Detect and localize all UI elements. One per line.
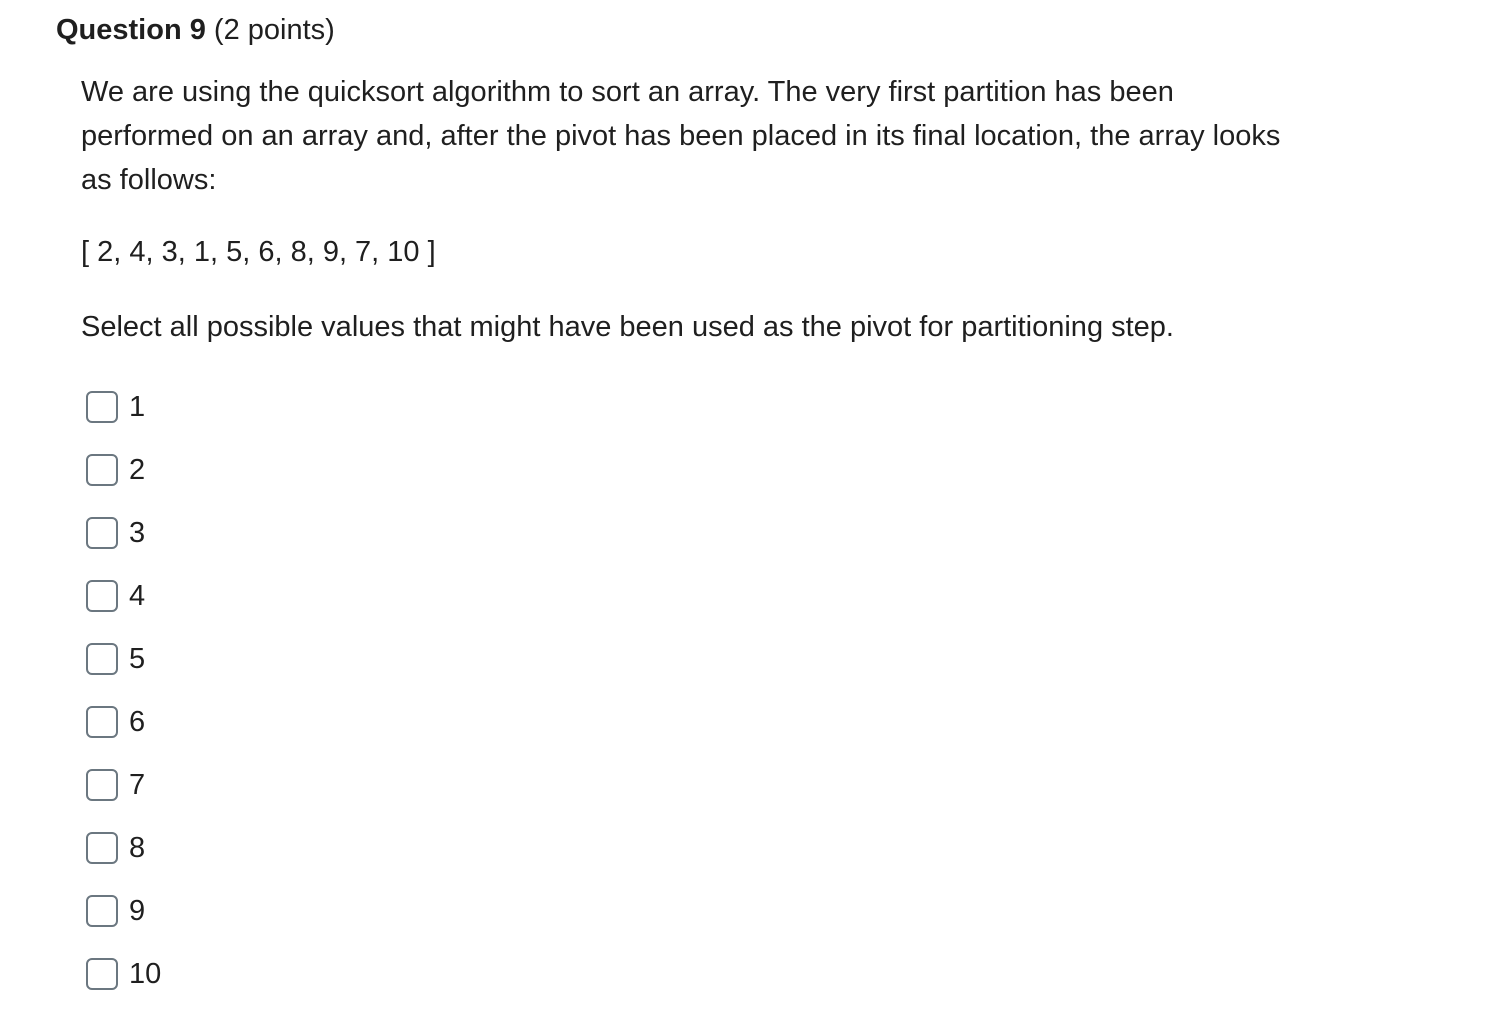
- checkbox[interactable]: [86, 895, 118, 927]
- checkbox[interactable]: [86, 769, 118, 801]
- checkbox[interactable]: [86, 958, 118, 990]
- checkbox[interactable]: [86, 517, 118, 549]
- option-2[interactable]: [86, 440, 161, 503]
- checkbox[interactable]: [86, 643, 118, 675]
- option-3[interactable]: [86, 503, 161, 566]
- checkbox[interactable]: [86, 454, 118, 486]
- checkbox[interactable]: [86, 706, 118, 738]
- question-prompt: We are using the quicksort algorithm to sort an array. The very first partition has been performed on an array and, after the pivot has been placed in its final location, the array looks as follows:: [81, 76, 1281, 196]
- option-label: 1: [129, 391, 146, 423]
- question-points: (2 points): [213, 14, 335, 46]
- question-title: Question 9: [56, 14, 206, 46]
- array-display: [ 2, 4, 3, 1, 5, 6, 8, 9, 7, 10 ]: [81, 236, 436, 268]
- option-9[interactable]: [86, 881, 161, 944]
- option-label: 4: [129, 580, 146, 612]
- question-instruction: Select all possible values that might have been used as the pivot for partitioning step.: [81, 311, 1174, 343]
- option-7[interactable]: [86, 755, 161, 818]
- option-label: 7: [129, 769, 146, 801]
- option-6[interactable]: [86, 692, 161, 755]
- question-header: [56, 10, 335, 50]
- option-label: 10: [129, 958, 162, 990]
- answer-options: [86, 377, 161, 1007]
- checkbox[interactable]: [86, 580, 118, 612]
- option-label: 5: [129, 643, 146, 675]
- question-body: [81, 70, 1301, 343]
- option-4[interactable]: [86, 566, 161, 629]
- option-label: 9: [129, 895, 146, 927]
- option-5[interactable]: [86, 629, 161, 692]
- option-1[interactable]: [86, 377, 161, 440]
- option-label: 2: [129, 454, 146, 486]
- option-label: 3: [129, 517, 146, 549]
- option-10[interactable]: [86, 944, 161, 1007]
- option-8[interactable]: [86, 818, 161, 881]
- option-label: 6: [129, 706, 146, 738]
- checkbox[interactable]: [86, 391, 118, 423]
- checkbox[interactable]: [86, 832, 118, 864]
- option-label: 8: [129, 832, 146, 864]
